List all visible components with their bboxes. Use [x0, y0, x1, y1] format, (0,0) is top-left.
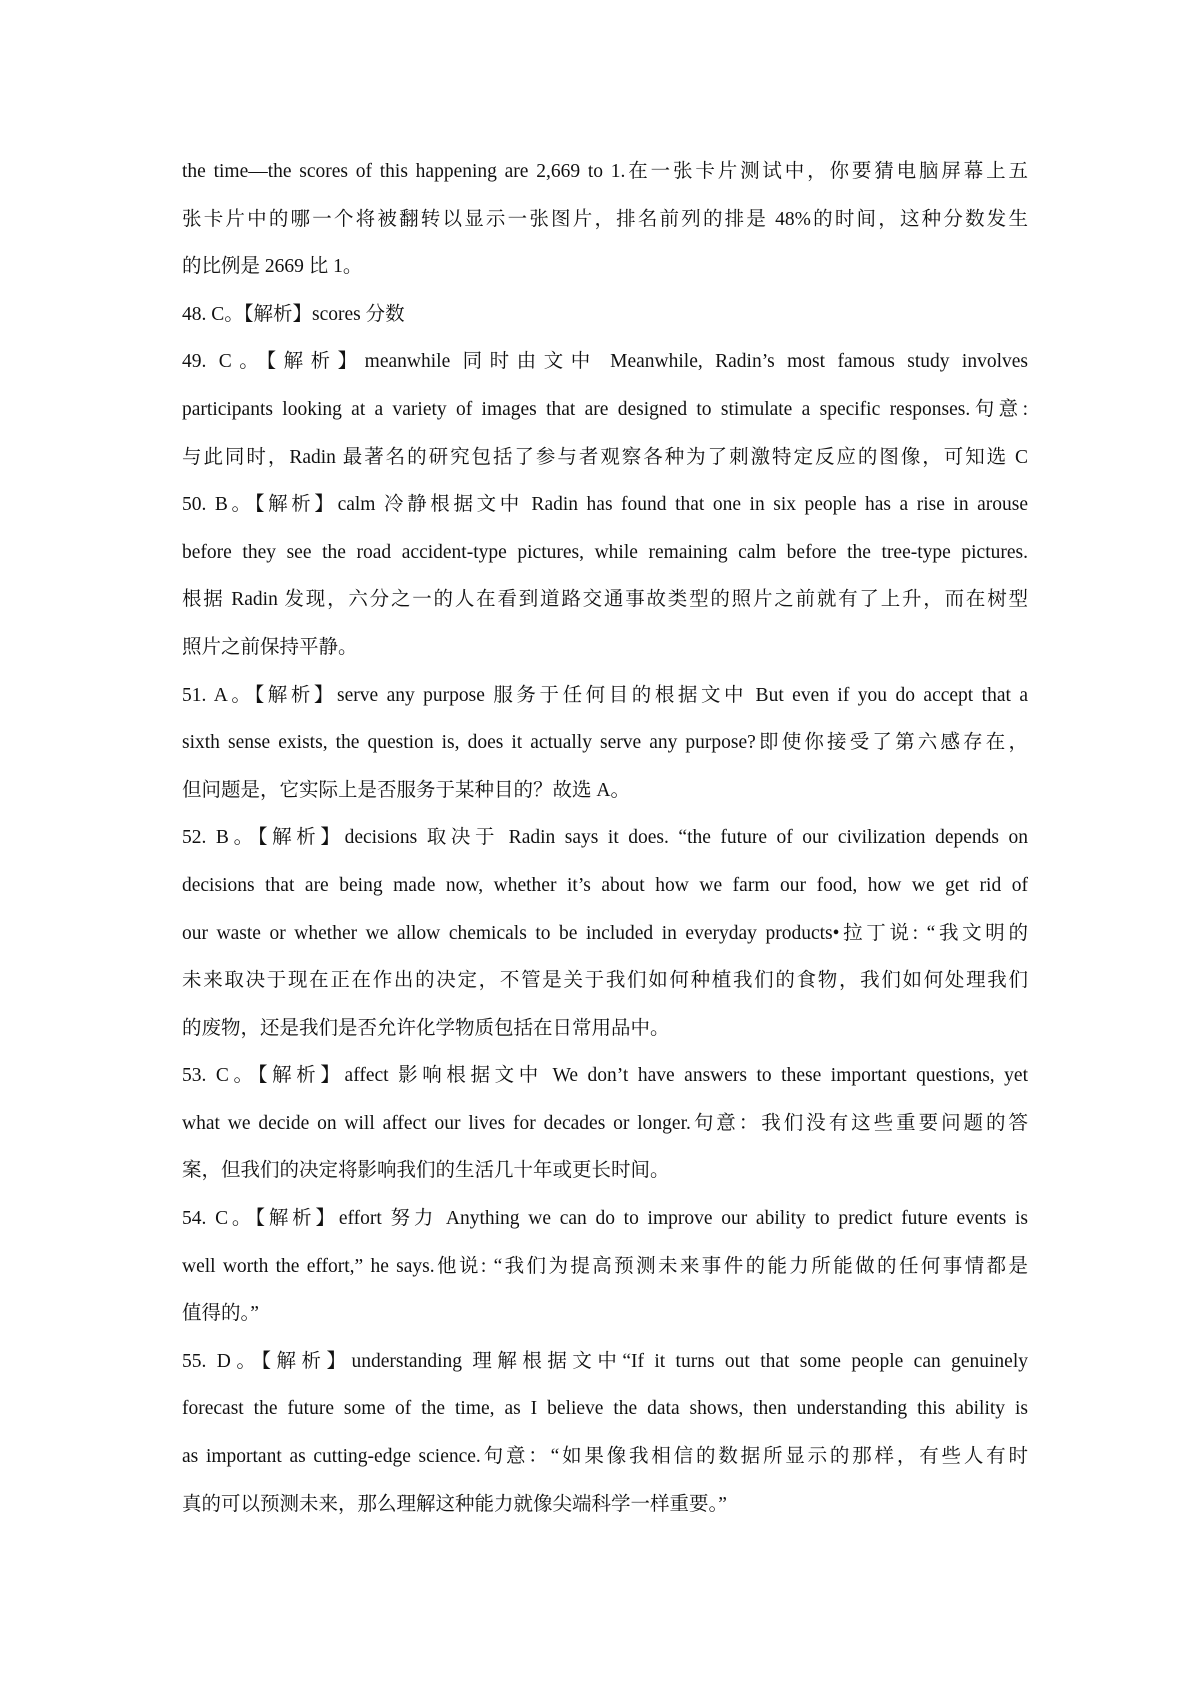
text-line: 的比例是 2669 比 1。: [182, 256, 363, 278]
answer-paragraph: [182, 672, 1028, 815]
text-line: participants looking at a variety of images that are designed to stimulate a specific responses.句意:: [182, 398, 1028, 420]
text-line: 但问题是，它实际上是否服务于某种目的？故选 A。: [182, 779, 630, 801]
text-line: 未来取决于现在正在作出的决定，不管是关于我们如何种植我们的食物，我们如何处理我们: [182, 970, 1028, 992]
text-line: the time—the scores of this happening are 2,669 to 1.在一张卡片测试中，你要猜电脑屏幕上五: [182, 161, 1028, 182]
text-line: 51. A。【解析】serve any purpose 服务于任何目的根据文中 But even if you do accept that a: [182, 684, 1028, 706]
answer-paragraph: [182, 481, 1028, 671]
document-page: [182, 148, 1028, 1528]
text-line: 53. C。【解析】affect 影响根据文中 We don’t have answers to these important questions, yet: [182, 1065, 1028, 1087]
answer-paragraph: [182, 338, 1028, 481]
text-line: 的废物，还是我们是否允许化学物质包括在日常用品中。: [182, 1017, 670, 1039]
text-line: before they see the road accident-type pictures, while remaining calm before the tree-type pictures.: [182, 541, 1028, 563]
text-line: well worth the effort,” he says.他说: “我们为提高预测未来事件的能力所能做的任何事情都是: [182, 1255, 1028, 1277]
text-line: 52. B。【解析】decisions 取决于 Radin says it does. “the future of our civilization depends on: [182, 827, 1028, 849]
answer-paragraph: [182, 1338, 1028, 1528]
text-line: 49. C。【解析】meanwhile 同时由文中 Meanwhile, Radin’s most famous study involves: [182, 351, 1028, 373]
text-line: 照片之前保持平静。: [182, 636, 358, 658]
text-line: 54. C。【解析】effort 努力 Anything we can do to improve our ability to predict future events is: [182, 1208, 1028, 1230]
answer-paragraph: [182, 291, 1028, 339]
text-line: 48. C。【解析】scores 分数: [182, 303, 405, 325]
text-line: 案，但我们的决定将影响我们的生活几十年或更长时间。: [182, 1160, 670, 1182]
answer-paragraph: [182, 148, 1028, 291]
text-line: 张卡片中的哪一个将被翻转以显示一张图片，排名前列的排是 48%的时间，这种分数发生: [182, 208, 1028, 230]
answer-paragraph: [182, 1195, 1028, 1338]
text-line: 值得的。”: [182, 1303, 259, 1325]
text-line: 55. D。【解析】understanding 理解根据文中“If it turns out that some people can genuinely: [182, 1350, 1028, 1372]
text-line: as important as cutting-edge science.句意：“如果像我相信的数据所显示的那样，有些人有时: [182, 1446, 1028, 1468]
answer-paragraph: [182, 814, 1028, 1052]
text-line: 根据 Radin 发现，六分之一的人在看到道路交通事故类型的照片之前就有了上升，而在树型: [182, 589, 1028, 611]
text-line: 真的可以预测未来，那么理解这种能力就像尖端科学一样重要。”: [182, 1493, 727, 1515]
text-line: forecast the future some of the time, as I believe the data shows, then understanding this ability is: [182, 1398, 1028, 1420]
text-line: 与此同时，Radin 最著名的研究包括了参与者观察各种为了刺激特定反应的图像，可知选 C: [182, 446, 1028, 468]
text-line: decisions that are being made now, whether it’s about how we farm our food, how we get rid of: [182, 874, 1028, 896]
text-line: what we decide on will affect our lives for decades or longer.句意：我们没有这些重要问题的答: [182, 1112, 1028, 1134]
text-line: our waste or whether we allow chemicals to be included in everyday products•拉丁说: “我文明的: [182, 922, 1028, 944]
text-line: 50. B。【解析】calm 冷静根据文中 Radin has found that one in six people has a rise in arouse: [182, 494, 1028, 516]
text-line: sixth sense exists, the question is, does it actually serve any purpose?即使你接受了第六感存在，: [182, 732, 1028, 754]
answer-paragraph: [182, 1052, 1028, 1195]
